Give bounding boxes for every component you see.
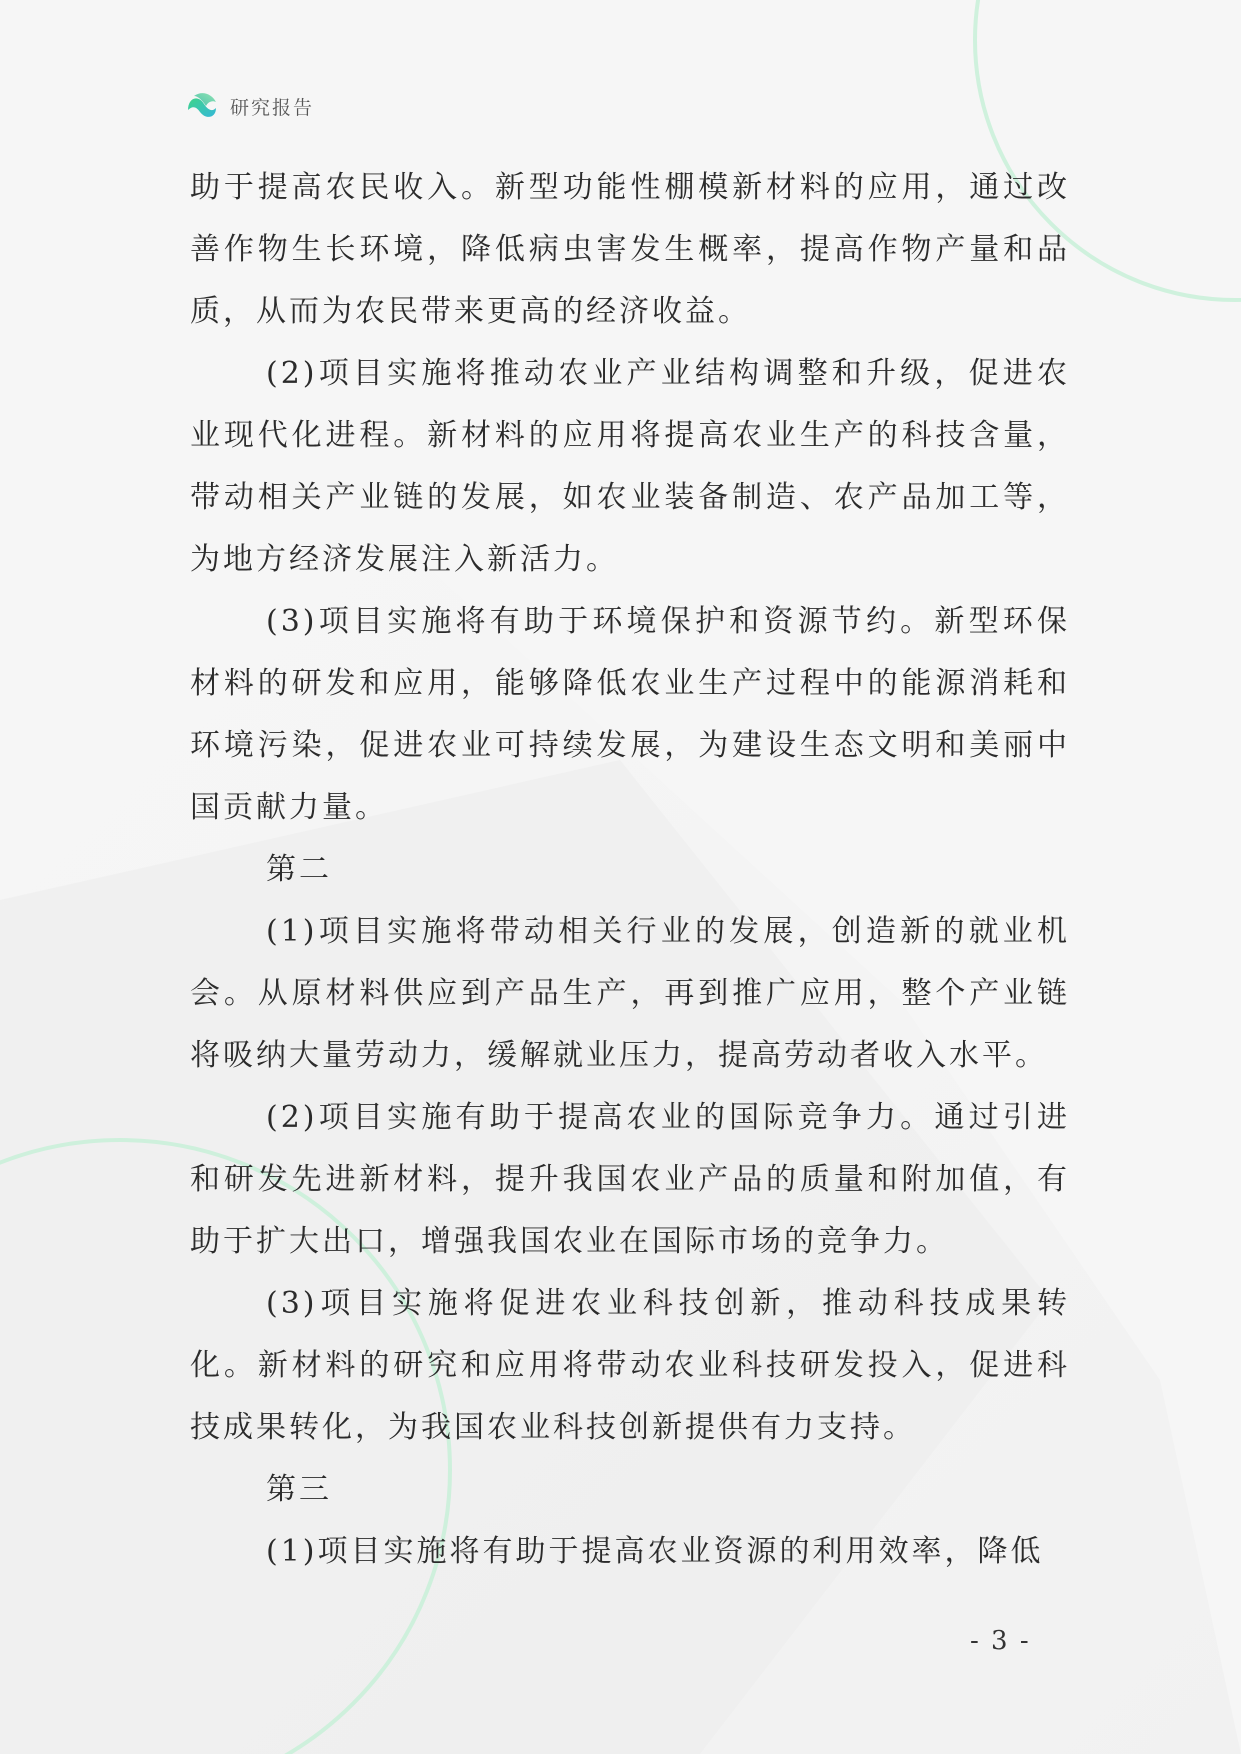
paragraph-continued: 助于提高农民收入。新型功能性棚模新材料的应用，通过改善作物生长环境，降低病虫害发生概率，提高作物产量和品质，从而为农民带来更高的经济收益。 [190,170,1070,329]
gradient-leaf-logo-icon [186,90,222,122]
section-heading: 第三 [266,1472,332,1507]
paragraph-item: (2)项目实施将推动农业产业结构调整和升级，促进农业现代化进程。新材料的应用将提高农业生产的科技含量，带动相关产业链的发展，如农业装备制造、农产品加工等，为地方经济发展注入新活力。 [190,356,1070,577]
section-heading: 第二 [266,852,332,887]
page-number: - 3 - [970,1626,1031,1656]
document-body [190,157,1070,1583]
header-title: 研究报告 [230,96,315,119]
paragraph-item: (3)项目实施将促进农业科技创新，推动科技成果转化。新材料的研究和应用将带动农业科技研发投入，促进科技成果转化，为我国农业科技创新提供有力支持。 [190,1286,1070,1445]
paragraph-item: (2)项目实施有助于提高农业的国际竞争力。通过引进和研发先进新材料，提升我国农业产品的质量和附加值，有助于扩大出口，增强我国农业在国际市场的竞争力。 [190,1100,1070,1259]
paragraph-item: (1)项目实施将有助于提高农业资源的利用效率，降低 [266,1534,1044,1569]
report-header [186,90,314,122]
paragraph-item: (3)项目实施将有助于环境保护和资源节约。新型环保材料的研发和应用，能够降低农业生产过程中的能源消耗和环境污染，促进农业可持续发展，为建设生态文明和美丽中国贡献力量。 [190,604,1070,825]
paragraph-item: (1)项目实施将带动相关行业的发展，创造新的就业机会。从原材料供应到产品生产，再到推广应用，整个产业链将吸纳大量劳动力，缓解就业压力，提高劳动者收入水平。 [190,914,1070,1073]
